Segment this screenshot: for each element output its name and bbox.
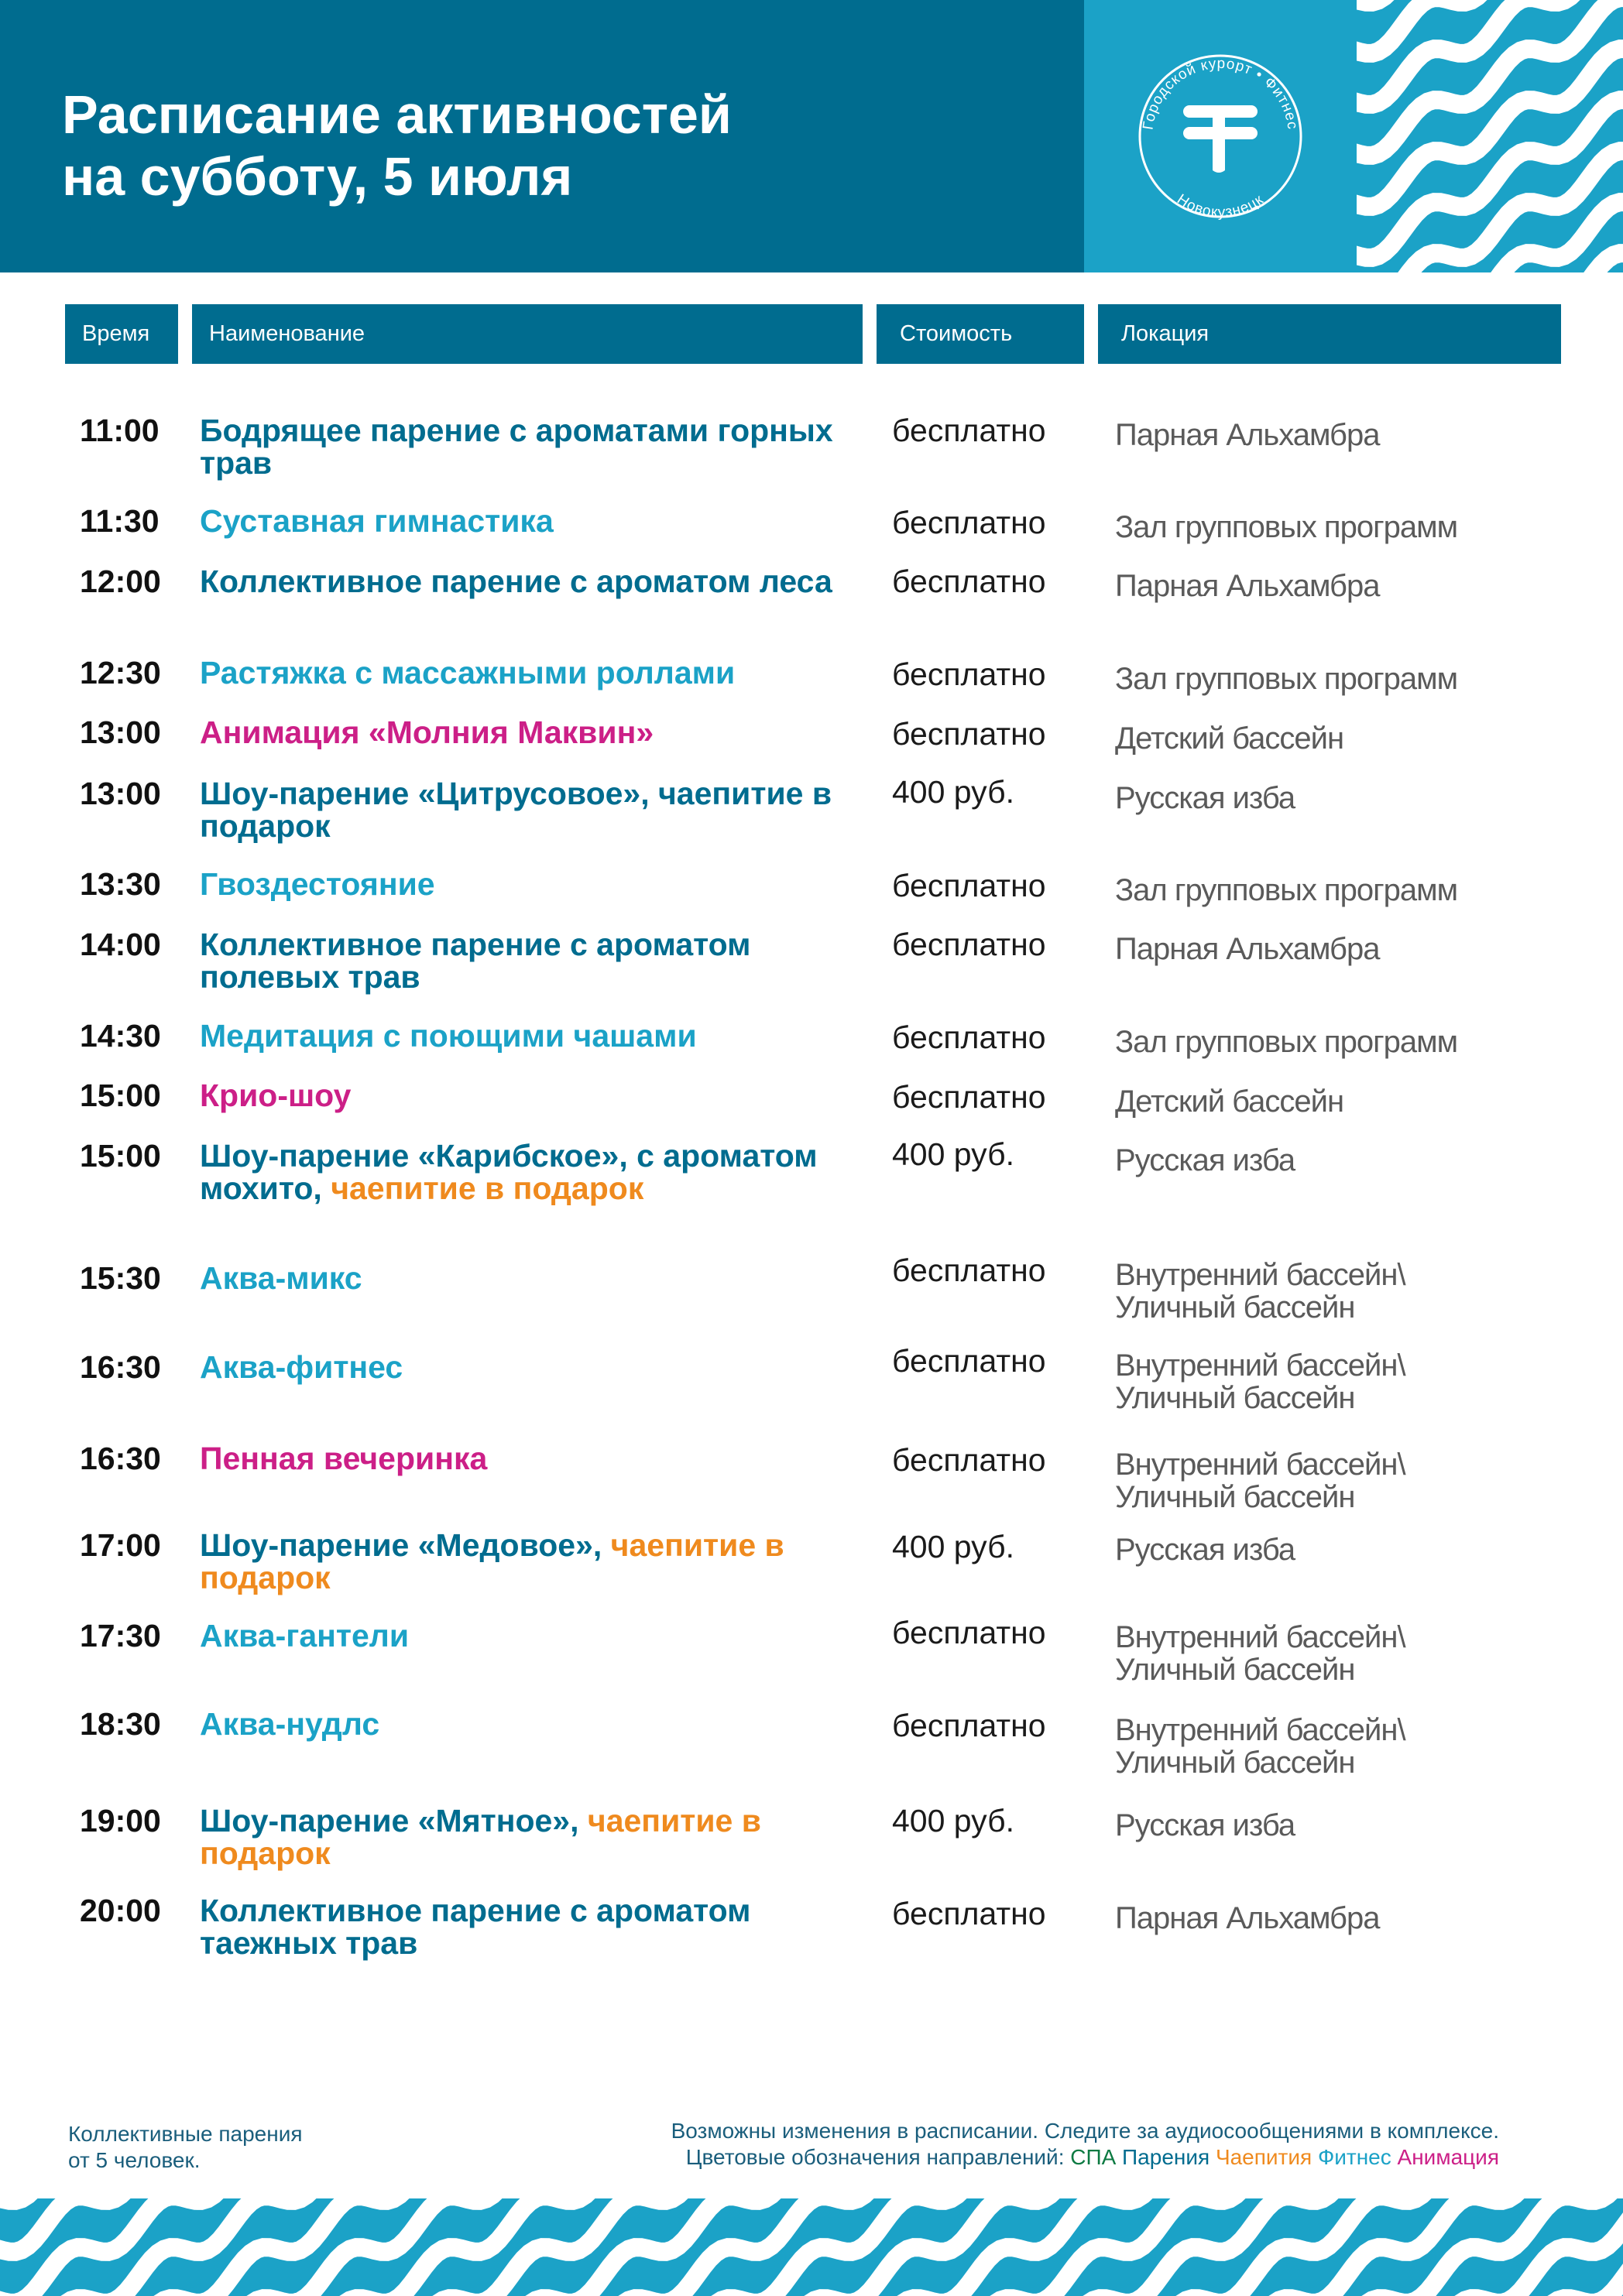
svg-text:Новокузнецк (1174, 191, 1267, 221)
row-price: бесплатно (892, 1343, 1046, 1379)
row-activity-name (200, 777, 866, 842)
row-activity-name (200, 1708, 866, 1740)
activity-name-part: Крио-шоу (200, 1078, 352, 1113)
location-line: Русская изба (1115, 1808, 1295, 1842)
row-time: 18:30 (80, 1706, 161, 1742)
activity-name-part: чаепитие в подарок (331, 1170, 644, 1206)
legend-item: СПА (1064, 2145, 1117, 2169)
row-activity-name (200, 1262, 866, 1294)
page-title-line-2: на субботу, 5 июля (62, 146, 573, 207)
activity-name-part: чаепитие в подарок (200, 1527, 784, 1595)
row-activity-name (200, 1079, 866, 1112)
activity-name-part: Аква-гантели (200, 1618, 410, 1653)
location-line: Уличный бассейн (1115, 1746, 1355, 1780)
activity-name-part: Суставная гимнастика (200, 503, 554, 539)
location-line: Парная Альхамбра (1115, 418, 1380, 452)
row-price: бесплатно (892, 1079, 1046, 1115)
activity-name-part: Пенная вечеринка (200, 1441, 488, 1476)
wave-pattern-icon (1357, 0, 1623, 272)
legend-item: Чаепития (1210, 2145, 1312, 2169)
footer-note (68, 2121, 303, 2174)
location-line: Уличный бассейн (1115, 1653, 1355, 1687)
location-line: Зал групповых программ (1115, 1025, 1458, 1059)
logo-panel (1084, 0, 1357, 272)
row-time: 20:00 (80, 1893, 161, 1928)
activity-name-part: Бодрящее парение с ароматами горных трав (200, 413, 833, 481)
row-activity-name (200, 1894, 866, 1959)
footer-notice (671, 2118, 1499, 2171)
row-price: бесплатно (892, 505, 1046, 540)
row-location (1115, 1448, 1405, 1513)
row-price: бесплатно (892, 1708, 1046, 1743)
location-line: Внутренний бассейн\ (1115, 1348, 1405, 1383)
row-location (1115, 511, 1457, 543)
row-price: бесплатно (892, 1442, 1046, 1478)
row-activity-name (200, 1139, 866, 1205)
row-time: 17:30 (80, 1618, 161, 1653)
activity-name-part: Шоу-парение «Цитрусовое», чаепитие в подарок (200, 776, 832, 844)
footer-note-line-2: от 5 человек. (68, 2148, 201, 2172)
location-line: Внутренний бассейн\ (1115, 1448, 1405, 1482)
footer-note-line-1: Коллективные парения (68, 2122, 303, 2146)
row-location (1115, 570, 1379, 602)
row-price: бесплатно (892, 413, 1046, 448)
row-time: 15:30 (80, 1260, 161, 1296)
row-time: 13:00 (80, 715, 161, 750)
activity-name-part: Коллективное парение с ароматом таежных трав (200, 1893, 751, 1961)
location-line: Парная Альхамбра (1115, 569, 1380, 603)
row-price: бесплатно (892, 1019, 1046, 1055)
row-location (1115, 663, 1457, 695)
row-activity-name (200, 868, 866, 900)
row-time: 15:00 (80, 1138, 161, 1174)
row-location (1115, 1259, 1405, 1324)
location-line: Зал групповых программ (1115, 662, 1458, 696)
column-header-time: Время (65, 304, 178, 364)
row-time: 14:30 (80, 1018, 161, 1054)
row-time: 12:30 (80, 655, 161, 691)
row-activity-name (200, 716, 866, 749)
decorative-wave-pattern-bottom (0, 2198, 1623, 2296)
row-time: 15:00 (80, 1078, 161, 1113)
wave-pattern-icon (0, 2198, 1623, 2296)
location-line: Уличный бассейн (1115, 1480, 1355, 1514)
row-activity-name (200, 656, 866, 689)
row-price: бесплатно (892, 1615, 1046, 1650)
row-time: 11:30 (80, 503, 160, 539)
row-price: бесплатно (892, 1896, 1046, 1931)
row-location (1115, 874, 1457, 906)
activity-name-part: Шоу-парение «Карибское», с ароматом мохито, (200, 1138, 818, 1206)
location-line: Детский бассейн (1115, 721, 1344, 756)
row-location (1115, 1026, 1457, 1058)
location-line: Парная Альхамбра (1115, 932, 1380, 966)
row-location (1115, 1809, 1295, 1842)
row-price: 400 руб. (892, 1803, 1014, 1839)
location-line: Русская изба (1115, 781, 1295, 815)
legend-item: Фитнес (1312, 2145, 1391, 2169)
location-line: Внутренний бассейн\ (1115, 1258, 1405, 1292)
legend-label: Цветовые обозначения направлений: (685, 2145, 1065, 2169)
row-location (1115, 1621, 1405, 1686)
row-time: 19:00 (80, 1803, 161, 1839)
activity-name-part: Аква-микс (200, 1260, 362, 1296)
row-activity-name (200, 1442, 866, 1475)
row-location (1115, 722, 1343, 755)
decorative-wave-pattern-top (1357, 0, 1623, 272)
row-location (1115, 1534, 1295, 1566)
activity-name-part: чаепитие в подарок (200, 1803, 761, 1871)
row-location (1115, 1714, 1405, 1779)
schedule-change-notice: Возможны изменения в расписании. Следите за аудиосообщениями в комплексе. (671, 2119, 1499, 2143)
row-activity-name (200, 1019, 866, 1052)
row-location (1115, 933, 1379, 965)
location-line: Русская изба (1115, 1143, 1295, 1177)
activity-name-part: Коллективное парение с ароматом леса (200, 564, 832, 599)
row-time: 16:30 (80, 1441, 161, 1476)
color-legend (671, 2144, 1499, 2171)
wave-stroke (1357, 0, 1623, 2)
wave-stroke (1357, 253, 1623, 272)
column-header-location: Локация (1098, 304, 1561, 364)
activity-name-part: Шоу-парение «Медовое», (200, 1527, 611, 1563)
wave-stroke (1357, 151, 1623, 272)
row-activity-name (200, 928, 866, 993)
row-time: 13:30 (80, 866, 161, 902)
location-line: Внутренний бассейн\ (1115, 1713, 1405, 1747)
row-time: 14:00 (80, 927, 161, 962)
location-line: Русская изба (1115, 1533, 1295, 1567)
row-price: бесплатно (892, 716, 1046, 752)
row-time: 12:00 (80, 564, 161, 599)
row-location (1115, 419, 1379, 451)
row-location (1115, 1085, 1343, 1118)
logo-mark-icon (1183, 105, 1258, 173)
activity-name-part: Аква-нудлс (200, 1706, 380, 1742)
location-line: Уличный бассейн (1115, 1381, 1355, 1415)
legend-item: Парения (1116, 2145, 1210, 2169)
row-time: 16:30 (80, 1349, 161, 1385)
activity-name-part: Коллективное парение с ароматом полевых трав (200, 927, 751, 995)
row-activity-name (200, 1804, 866, 1869)
activity-name-part: Растяжка с массажными роллами (200, 655, 736, 691)
row-price: 400 руб. (892, 774, 1014, 810)
row-price: 400 руб. (892, 1529, 1014, 1564)
row-activity-name (200, 1619, 866, 1652)
row-location (1115, 1349, 1405, 1414)
location-line: Зал групповых программ (1115, 510, 1458, 544)
row-price: бесплатно (892, 564, 1046, 599)
row-time: 17:00 (80, 1527, 161, 1563)
row-price: бесплатно (892, 868, 1046, 903)
row-price: бесплатно (892, 1253, 1046, 1288)
row-price: бесплатно (892, 927, 1046, 962)
column-header-price: Стоимость (877, 304, 1084, 364)
activity-name-part: Шоу-парение «Мятное», (200, 1803, 588, 1839)
row-location (1115, 782, 1295, 814)
activity-name-part: Медитация с поющими чашами (200, 1018, 697, 1054)
logo-ring-text-bottom: Новокузнецк (1174, 191, 1267, 221)
location-line: Парная Альхамбра (1115, 1901, 1380, 1935)
row-price: 400 руб. (892, 1136, 1014, 1172)
row-location (1115, 1144, 1295, 1177)
row-activity-name (200, 1351, 866, 1383)
page-title-line-1: Расписание активностей (62, 84, 732, 145)
row-location (1115, 1902, 1379, 1934)
row-activity-name (200, 505, 866, 537)
row-time: 11:00 (80, 413, 160, 448)
location-line: Зал групповых программ (1115, 873, 1458, 907)
resort-logo (1084, 0, 1357, 272)
row-activity-name (200, 565, 866, 598)
logo-ring-text-top: Городской курорт • Фитнес (1140, 55, 1301, 131)
activity-name-part: Анимация «Молния Маквин» (200, 715, 654, 750)
row-activity-name (200, 1529, 866, 1594)
activity-name-part: Аква-фитнес (200, 1349, 403, 1385)
row-activity-name (200, 414, 866, 479)
location-line: Детский бассейн (1115, 1085, 1344, 1119)
row-time: 13:00 (80, 776, 161, 811)
location-line: Уличный бассейн (1115, 1290, 1355, 1324)
activity-name-part: Гвоздестояние (200, 866, 435, 902)
column-header-name: Наименование (192, 304, 863, 364)
page-title (62, 84, 732, 207)
location-line: Внутренний бассейн\ (1115, 1620, 1405, 1654)
row-price: бесплатно (892, 656, 1046, 692)
legend-item: Анимация (1391, 2145, 1499, 2169)
